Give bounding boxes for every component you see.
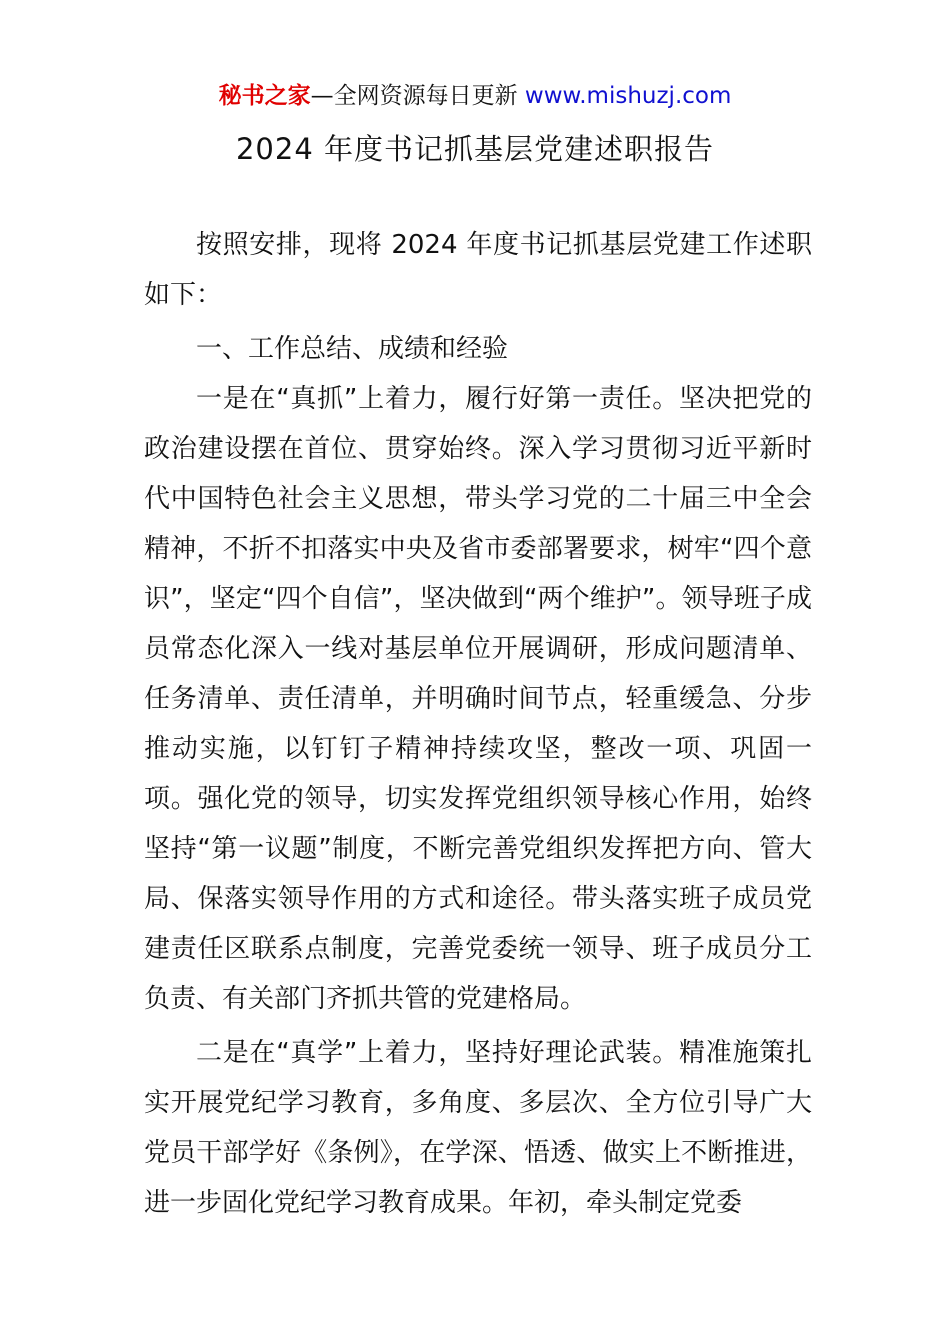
body-paragraph: 一是在“真抓”上着力，履行好第一责任。坚决把党的政治建设摆在首位、贯穿始终。深入学习贯彻习近平新时代中国特色社会主义思想，带头学习党的二十届三中全会精神，不折不扣落实中央及省市委部署要求，树牢“四个意识”，坚定“四个自信”，坚决做到“两个维护”。领导班子成员常态化深入一线对基层单位开展调研，形成问题清单、任务清单、责任清单，并明确时间节点，轻重缓急、分步推动实施，以钉钉子精神持续攻坚，整改一项、巩固一项。强化党的领导，切实发挥党组织领导核心作用，始终坚持“第一议题”制度，不断完善党组织发挥把方向、管大局、保落实领导作用的方式和途径。带头落实班子成员党建责任区联系点制度，完善党委统一领导、班子成员分工负责、有关部门齐抓共管的党建格局。 <box>144 384 812 1014</box>
site-url-link[interactable]: www.mishuzj.com <box>524 83 732 109</box>
document-body <box>144 220 812 1228</box>
site-banner <box>0 80 950 112</box>
body-paragraph: 二是在“真学”上着力，坚持好理论武装。精准施策扎实开展党纪学习教育，多角度、多层次、全方位引导广大党员干部学好《条例》，在学深、悟透、做实上不断推进，进一步固化党纪学习教育成果。年初，牵头制定党委 <box>144 1038 812 1218</box>
brand-name: 秘书之家 <box>218 83 311 109</box>
intro-paragraph: 按照安排，现将 2024 年度书记抓基层党建工作述职如下： <box>144 230 812 310</box>
document-title: 2024 年度书记抓基层党建述职报告 <box>235 132 715 166</box>
section-heading: 一、工作总结、成绩和经验 <box>196 334 509 364</box>
banner-tagline: —全网资源每日更新 <box>310 83 525 109</box>
